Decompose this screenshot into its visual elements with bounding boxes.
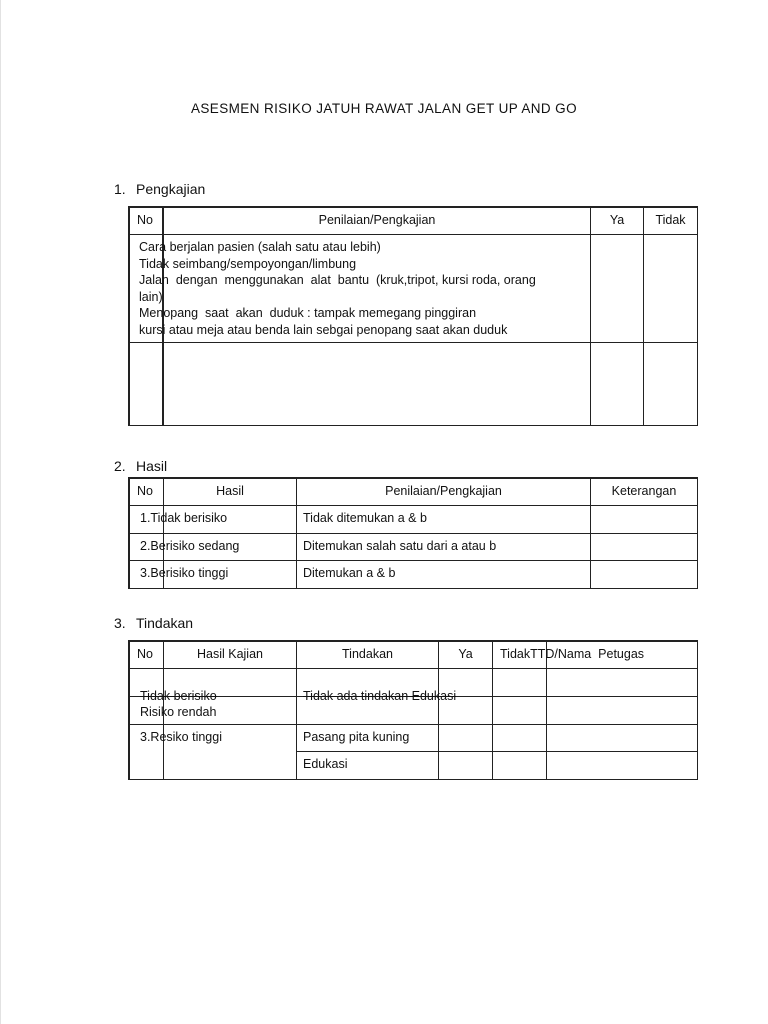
hasil-table bbox=[128, 477, 698, 589]
header-penilaian: Penilaian/Pengkajian bbox=[318, 213, 436, 227]
row-divider bbox=[130, 505, 697, 506]
section-2-title: Hasil bbox=[136, 458, 168, 474]
header-penilaian: Penilaian/Pengkajian bbox=[385, 484, 502, 498]
col-divider bbox=[643, 208, 644, 425]
criteria-line: Menopang saat akan duduk : tampak memegang pinggiran bbox=[139, 306, 477, 320]
criteria-line: lain) bbox=[139, 289, 163, 304]
section-2-number: 2. bbox=[114, 458, 126, 474]
section-3-title: Tindakan bbox=[136, 615, 194, 631]
header-tindakan: Tindakan bbox=[342, 647, 393, 661]
col-divider bbox=[546, 642, 547, 779]
page-edge bbox=[0, 0, 1, 1024]
section-1-number: 1. bbox=[114, 181, 126, 197]
hasil-cell: 3.Berisiko tinggi bbox=[140, 566, 229, 580]
col-divider bbox=[438, 642, 439, 779]
hasil-kajian-cell: 3.Resiko tinggi bbox=[140, 730, 222, 744]
criteria-line: Tidak seimbang/sempoyongan/limbung bbox=[139, 256, 357, 271]
document-title: ASESMEN RISIKO JATUH RAWAT JALAN GET UP AND GO bbox=[191, 101, 577, 116]
penilaian-cell: Ditemukan a & b bbox=[303, 566, 396, 580]
hasil-cell: 1.Tidak berisiko bbox=[140, 511, 228, 525]
criteria-line: Jalan dengan menggunakan alat bantu (kruk,tripot, kursi roda, orang bbox=[139, 273, 536, 287]
header-no: No bbox=[137, 213, 153, 227]
col-divider bbox=[492, 642, 493, 779]
row-divider bbox=[130, 724, 697, 725]
criteria-line: Cara berjalan pasien (salah satu atau lebih) bbox=[139, 240, 381, 254]
header-hasil: Hasil bbox=[216, 484, 244, 498]
penilaian-cell: Tidak ditemukan a & b bbox=[303, 511, 427, 525]
row-divider bbox=[130, 668, 697, 669]
row-divider bbox=[130, 533, 697, 534]
criteria-line: kursi atau meja atau benda lain sebgai penopang saat akan duduk bbox=[139, 322, 508, 337]
section-3-number: 3. bbox=[114, 615, 126, 631]
tindakan-cell: Pasang pita kuning bbox=[303, 730, 410, 744]
row-divider bbox=[296, 751, 697, 752]
section-3-heading bbox=[114, 615, 193, 631]
tindakan-cell: Edukasi bbox=[303, 757, 348, 771]
tindakan-cell: Tidak ada tindakan Edukasi bbox=[303, 689, 457, 703]
row-divider bbox=[130, 234, 697, 235]
header-keterangan: Keterangan bbox=[611, 484, 677, 498]
hasil-kajian-cell: Tidak berisiko bbox=[140, 689, 217, 703]
header-tidak-ttd: TidakTTD/Nama Petugas bbox=[500, 647, 645, 661]
header-ya: Ya bbox=[458, 647, 473, 661]
header-hasil-kajian: Hasil Kajian bbox=[196, 647, 263, 661]
penilaian-cell: Ditemukan salah satu dari a atau b bbox=[303, 539, 497, 553]
row-divider bbox=[130, 560, 697, 561]
hasil-kajian-cell: Risiko rendah bbox=[140, 705, 217, 719]
col-divider bbox=[296, 642, 297, 779]
section-2-heading bbox=[114, 458, 167, 474]
section-1-heading bbox=[114, 181, 205, 197]
tindakan-table bbox=[128, 640, 698, 780]
header-tidak: Tidak bbox=[655, 213, 686, 227]
col-divider bbox=[590, 208, 591, 425]
header-no: No bbox=[137, 484, 153, 498]
pengkajian-table bbox=[128, 206, 698, 426]
section-1-title: Pengkajian bbox=[136, 181, 206, 197]
header-ya: Ya bbox=[609, 213, 625, 227]
hasil-cell: 2.Berisiko sedang bbox=[140, 539, 240, 553]
row-divider bbox=[130, 342, 697, 343]
header-no: No bbox=[137, 647, 153, 661]
